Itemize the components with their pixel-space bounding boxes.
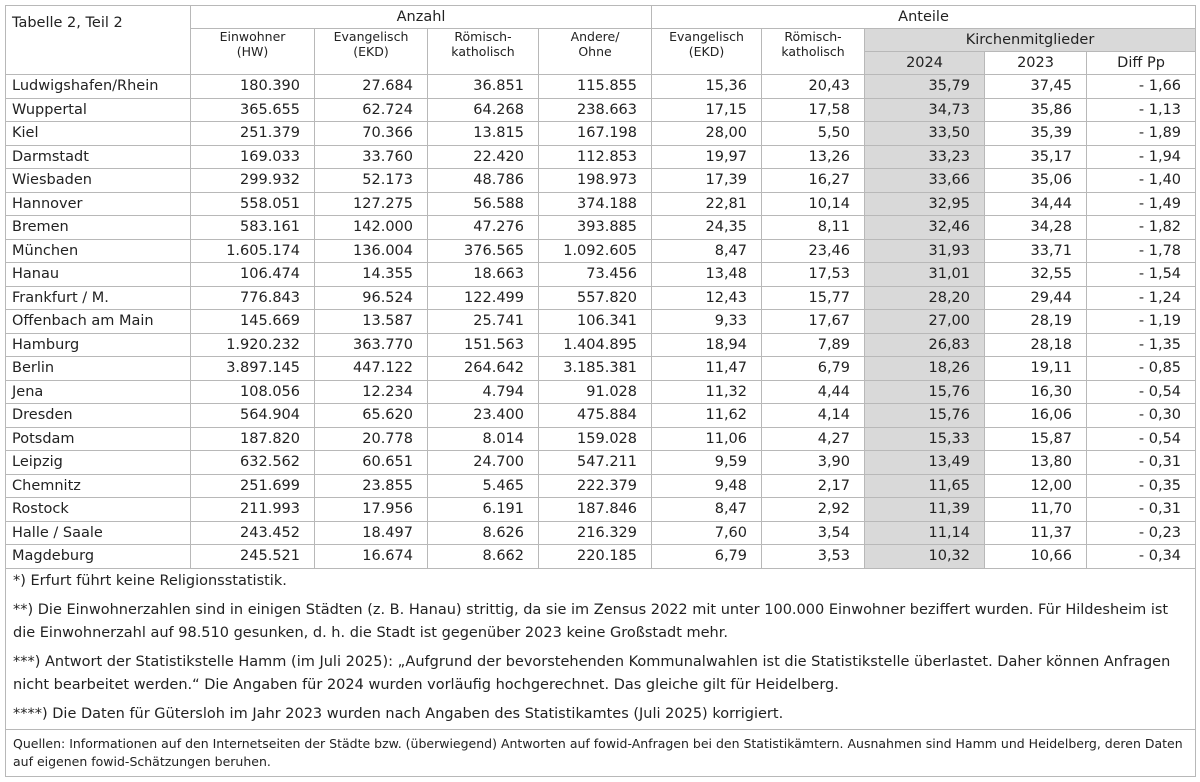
col-header-roemisch: Römisch- katholisch xyxy=(428,29,539,75)
cell-anteil-evangelisch: 11,32 xyxy=(652,380,762,404)
cell-roemisch: 8.662 xyxy=(428,545,539,569)
cell-roemisch: 22.420 xyxy=(428,145,539,169)
cell-einwohner: 3.897.145 xyxy=(191,357,315,381)
cell-city: Rostock xyxy=(6,498,191,522)
cell-anteil-roemisch: 13,26 xyxy=(762,145,865,169)
cell-einwohner: 251.379 xyxy=(191,122,315,146)
cell-kirchen-2024: 35,79 xyxy=(865,75,985,99)
cell-anteil-evangelisch: 18,94 xyxy=(652,333,762,357)
cell-anteil-evangelisch: 6,79 xyxy=(652,545,762,569)
cell-evangelisch: 23.855 xyxy=(315,474,428,498)
cell-roemisch: 13.815 xyxy=(428,122,539,146)
cell-diff: - 1,66 xyxy=(1087,75,1196,99)
cell-andere: 220.185 xyxy=(539,545,652,569)
cell-kirchen-2024: 33,66 xyxy=(865,169,985,193)
cell-anteil-evangelisch: 28,00 xyxy=(652,122,762,146)
cell-anteil-roemisch: 16,27 xyxy=(762,169,865,193)
cell-kirchen-2023: 11,37 xyxy=(985,521,1087,545)
cell-city: Magdeburg xyxy=(6,545,191,569)
cell-evangelisch: 14.355 xyxy=(315,263,428,287)
cell-kirchen-2024: 31,93 xyxy=(865,239,985,263)
cell-andere: 115.855 xyxy=(539,75,652,99)
cell-kirchen-2023: 35,17 xyxy=(985,145,1087,169)
cell-andere: 475.884 xyxy=(539,404,652,428)
cell-andere: 73.456 xyxy=(539,263,652,287)
cell-anteil-evangelisch: 8,47 xyxy=(652,498,762,522)
table-row xyxy=(6,427,1196,451)
cell-einwohner: 251.699 xyxy=(191,474,315,498)
cell-anteil-roemisch: 3,54 xyxy=(762,521,865,545)
table-row xyxy=(6,169,1196,193)
cell-roemisch: 151.563 xyxy=(428,333,539,357)
cell-anteil-roemisch: 7,89 xyxy=(762,333,865,357)
cell-anteil-evangelisch: 8,47 xyxy=(652,239,762,263)
table-row xyxy=(6,216,1196,240)
cell-anteil-roemisch: 4,27 xyxy=(762,427,865,451)
group-header-anteile: Anteile xyxy=(652,6,1196,29)
cell-anteil-evangelisch: 9,33 xyxy=(652,310,762,334)
cell-anteil-evangelisch: 7,60 xyxy=(652,521,762,545)
cell-andere: 159.028 xyxy=(539,427,652,451)
cell-einwohner: 180.390 xyxy=(191,75,315,99)
table-row xyxy=(6,404,1196,428)
cell-anteil-roemisch: 20,43 xyxy=(762,75,865,99)
cell-andere: 1.092.605 xyxy=(539,239,652,263)
cell-anteil-evangelisch: 22,81 xyxy=(652,192,762,216)
cell-city: Jena xyxy=(6,380,191,404)
cell-diff: - 0,31 xyxy=(1087,451,1196,475)
col-header-einwohner: Einwohner (HW) xyxy=(191,29,315,75)
cell-diff: - 1,24 xyxy=(1087,286,1196,310)
cell-andere: 106.341 xyxy=(539,310,652,334)
cell-diff: - 1,35 xyxy=(1087,333,1196,357)
cell-einwohner: 583.161 xyxy=(191,216,315,240)
cell-roemisch: 6.191 xyxy=(428,498,539,522)
cell-einwohner: 145.669 xyxy=(191,310,315,334)
cell-kirchen-2024: 15,76 xyxy=(865,380,985,404)
cell-roemisch: 4.794 xyxy=(428,380,539,404)
cell-einwohner: 365.655 xyxy=(191,98,315,122)
cell-city: Bremen xyxy=(6,216,191,240)
cell-kirchen-2023: 10,66 xyxy=(985,545,1087,569)
cell-kirchen-2023: 35,06 xyxy=(985,169,1087,193)
cell-city: Hannover xyxy=(6,192,191,216)
cell-kirchen-2023: 34,44 xyxy=(985,192,1087,216)
cell-andere: 187.846 xyxy=(539,498,652,522)
cell-kirchen-2023: 32,55 xyxy=(985,263,1087,287)
footnote-4: ****) Die Daten für Gütersloh im Jahr 2023 wurden nach Angaben des Statistikamtes (Juli 2025) korrigiert. xyxy=(13,705,784,722)
cell-einwohner: 776.843 xyxy=(191,286,315,310)
cell-anteil-roemisch: 6,79 xyxy=(762,357,865,381)
cell-diff: - 1,19 xyxy=(1087,310,1196,334)
cell-kirchen-2023: 11,70 xyxy=(985,498,1087,522)
cell-andere: 216.329 xyxy=(539,521,652,545)
cell-einwohner: 564.904 xyxy=(191,404,315,428)
cell-evangelisch: 12.234 xyxy=(315,380,428,404)
cell-anteil-evangelisch: 17,39 xyxy=(652,169,762,193)
cell-evangelisch: 20.778 xyxy=(315,427,428,451)
group-header-anzahl: Anzahl xyxy=(191,6,652,29)
cell-evangelisch: 65.620 xyxy=(315,404,428,428)
table-row xyxy=(6,474,1196,498)
cell-andere: 91.028 xyxy=(539,380,652,404)
cell-kirchen-2023: 16,30 xyxy=(985,380,1087,404)
table-row xyxy=(6,145,1196,169)
cell-anteil-evangelisch: 13,48 xyxy=(652,263,762,287)
cell-kirchen-2023: 37,45 xyxy=(985,75,1087,99)
cell-andere: 167.198 xyxy=(539,122,652,146)
cell-anteil-evangelisch: 9,48 xyxy=(652,474,762,498)
cell-anteil-evangelisch: 19,97 xyxy=(652,145,762,169)
cell-einwohner: 106.474 xyxy=(191,263,315,287)
cell-anteil-evangelisch: 12,43 xyxy=(652,286,762,310)
cell-city: Wiesbaden xyxy=(6,169,191,193)
table-row xyxy=(6,333,1196,357)
cell-andere: 222.379 xyxy=(539,474,652,498)
cell-diff: - 1,94 xyxy=(1087,145,1196,169)
cell-roemisch: 64.268 xyxy=(428,98,539,122)
table-row xyxy=(6,98,1196,122)
cell-einwohner: 632.562 xyxy=(191,451,315,475)
cell-diff: - 1,54 xyxy=(1087,263,1196,287)
cell-evangelisch: 52.173 xyxy=(315,169,428,193)
cell-kirchen-2024: 28,20 xyxy=(865,286,985,310)
table-title: Tabelle 2, Teil 2 xyxy=(6,6,191,75)
footnote-2: **) Die Einwohnerzahlen sind in einigen Städten (z. B. Hanau) strittig, da sie im Zensus 2022 mit unter 100.000 Einwohner beziffert wurden. Für Hildesheim ist die Einwohnerzahl auf 98.510 gesunken, d. h. die Stadt ist gegenüber 2023 keine Großstadt mehr. xyxy=(13,601,1169,641)
cell-einwohner: 245.521 xyxy=(191,545,315,569)
document xyxy=(5,5,1195,777)
cell-anteil-roemisch: 3,90 xyxy=(762,451,865,475)
footnote-3: ***) Antwort der Statistikstelle Hamm (im Juli 2025): „Aufgrund der bevorstehenden Kommunalwahlen ist die Statistikstelle überlastet. Daher können Anfragen nicht bearbeitet werden.“ Die Angaben für 2024 wurden vorläufig hochgerechnet. Das gleiche gilt für Heidelberg. xyxy=(13,653,1171,693)
cell-city: Potsdam xyxy=(6,427,191,451)
cell-anteil-evangelisch: 11,47 xyxy=(652,357,762,381)
cell-roemisch: 56.588 xyxy=(428,192,539,216)
cell-roemisch: 36.851 xyxy=(428,75,539,99)
cell-roemisch: 122.499 xyxy=(428,286,539,310)
sources: Quellen: Informationen auf den Internetseiten der Städte bzw. (überwiegend) Antworten auf fowid-Anfragen bei den Statistikämtern. Ausnahmen sind Hamm und Heidelberg, deren Daten auf eigenen fowid-Schätzungen beruhen. xyxy=(6,729,1196,776)
table-row xyxy=(6,263,1196,287)
cell-andere: 547.211 xyxy=(539,451,652,475)
cell-city: München xyxy=(6,239,191,263)
cell-kirchen-2024: 32,95 xyxy=(865,192,985,216)
cell-city: Ludwigshafen/Rhein xyxy=(6,75,191,99)
table-row xyxy=(6,286,1196,310)
cell-kirchen-2024: 27,00 xyxy=(865,310,985,334)
cell-city: Berlin xyxy=(6,357,191,381)
cell-einwohner: 243.452 xyxy=(191,521,315,545)
cell-kirchen-2024: 15,33 xyxy=(865,427,985,451)
cell-einwohner: 169.033 xyxy=(191,145,315,169)
cell-diff: - 0,31 xyxy=(1087,498,1196,522)
cell-evangelisch: 17.956 xyxy=(315,498,428,522)
cell-diff: - 0,85 xyxy=(1087,357,1196,381)
cell-evangelisch: 363.770 xyxy=(315,333,428,357)
cell-roemisch: 48.786 xyxy=(428,169,539,193)
cell-diff: - 0,30 xyxy=(1087,404,1196,428)
table-row xyxy=(6,521,1196,545)
cell-roemisch: 47.276 xyxy=(428,216,539,240)
cell-city: Wuppertal xyxy=(6,98,191,122)
cell-einwohner: 211.993 xyxy=(191,498,315,522)
cell-andere: 112.853 xyxy=(539,145,652,169)
table-row xyxy=(6,545,1196,569)
cell-anteil-evangelisch: 17,15 xyxy=(652,98,762,122)
cell-kirchen-2023: 13,80 xyxy=(985,451,1087,475)
cell-evangelisch: 16.674 xyxy=(315,545,428,569)
cell-anteil-roemisch: 17,58 xyxy=(762,98,865,122)
cell-einwohner: 299.932 xyxy=(191,169,315,193)
col-header-anteil-roemisch: Römisch- katholisch xyxy=(762,29,865,75)
cell-andere: 393.885 xyxy=(539,216,652,240)
cell-kirchen-2024: 11,65 xyxy=(865,474,985,498)
col-header-evangelisch: Evangelisch (EKD) xyxy=(315,29,428,75)
cell-city: Kiel xyxy=(6,122,191,146)
col-header-2024: 2024 xyxy=(865,52,985,75)
cell-kirchen-2023: 28,19 xyxy=(985,310,1087,334)
cell-roemisch: 5.465 xyxy=(428,474,539,498)
cell-andere: 374.188 xyxy=(539,192,652,216)
cell-anteil-evangelisch: 15,36 xyxy=(652,75,762,99)
cell-anteil-roemisch: 10,14 xyxy=(762,192,865,216)
cell-kirchen-2024: 34,73 xyxy=(865,98,985,122)
cell-evangelisch: 27.684 xyxy=(315,75,428,99)
group-header-kirchenmitglieder: Kirchenmitglieder xyxy=(865,29,1196,52)
table-row xyxy=(6,451,1196,475)
cell-diff: - 1,78 xyxy=(1087,239,1196,263)
cell-evangelisch: 18.497 xyxy=(315,521,428,545)
cell-diff: - 0,54 xyxy=(1087,427,1196,451)
cell-andere: 238.663 xyxy=(539,98,652,122)
col-header-2023: 2023 xyxy=(985,52,1087,75)
cell-roemisch: 23.400 xyxy=(428,404,539,428)
cell-city: Dresden xyxy=(6,404,191,428)
cell-diff: - 1,49 xyxy=(1087,192,1196,216)
cell-evangelisch: 13.587 xyxy=(315,310,428,334)
cell-kirchen-2023: 15,87 xyxy=(985,427,1087,451)
cell-diff: - 0,23 xyxy=(1087,521,1196,545)
cell-anteil-roemisch: 4,44 xyxy=(762,380,865,404)
cell-anteil-roemisch: 17,53 xyxy=(762,263,865,287)
cell-evangelisch: 447.122 xyxy=(315,357,428,381)
cell-kirchen-2024: 31,01 xyxy=(865,263,985,287)
cell-kirchen-2023: 19,11 xyxy=(985,357,1087,381)
cell-anteil-roemisch: 2,92 xyxy=(762,498,865,522)
cell-einwohner: 558.051 xyxy=(191,192,315,216)
cell-diff: - 1,40 xyxy=(1087,169,1196,193)
cell-evangelisch: 127.275 xyxy=(315,192,428,216)
cell-kirchen-2023: 12,00 xyxy=(985,474,1087,498)
cell-kirchen-2023: 28,18 xyxy=(985,333,1087,357)
cell-diff: - 1,89 xyxy=(1087,122,1196,146)
cell-kirchen-2024: 18,26 xyxy=(865,357,985,381)
cell-evangelisch: 96.524 xyxy=(315,286,428,310)
cell-roemisch: 376.565 xyxy=(428,239,539,263)
table-row xyxy=(6,498,1196,522)
cell-city: Leipzig xyxy=(6,451,191,475)
cell-anteil-roemisch: 4,14 xyxy=(762,404,865,428)
cell-anteil-roemisch: 2,17 xyxy=(762,474,865,498)
cell-anteil-evangelisch: 9,59 xyxy=(652,451,762,475)
cell-kirchen-2024: 26,83 xyxy=(865,333,985,357)
cell-kirchen-2024: 11,14 xyxy=(865,521,985,545)
cell-anteil-evangelisch: 11,06 xyxy=(652,427,762,451)
table-row xyxy=(6,122,1196,146)
cell-andere: 3.185.381 xyxy=(539,357,652,381)
cell-kirchen-2024: 33,50 xyxy=(865,122,985,146)
cell-anteil-roemisch: 23,46 xyxy=(762,239,865,263)
cell-evangelisch: 70.366 xyxy=(315,122,428,146)
col-header-diff: Diff Pp xyxy=(1087,52,1196,75)
cell-diff: - 0,34 xyxy=(1087,545,1196,569)
cell-einwohner: 1.605.174 xyxy=(191,239,315,263)
cell-einwohner: 187.820 xyxy=(191,427,315,451)
cell-roemisch: 18.663 xyxy=(428,263,539,287)
cell-anteil-roemisch: 5,50 xyxy=(762,122,865,146)
cell-kirchen-2023: 34,28 xyxy=(985,216,1087,240)
cell-anteil-roemisch: 8,11 xyxy=(762,216,865,240)
cell-roemisch: 8.626 xyxy=(428,521,539,545)
col-header-anteil-evangelisch: Evangelisch (EKD) xyxy=(652,29,762,75)
cell-kirchen-2023: 35,39 xyxy=(985,122,1087,146)
cell-anteil-roemisch: 3,53 xyxy=(762,545,865,569)
cell-evangelisch: 136.004 xyxy=(315,239,428,263)
cell-diff: - 1,13 xyxy=(1087,98,1196,122)
cell-city: Chemnitz xyxy=(6,474,191,498)
cell-anteil-evangelisch: 11,62 xyxy=(652,404,762,428)
cell-city: Halle / Saale xyxy=(6,521,191,545)
cell-diff: - 0,35 xyxy=(1087,474,1196,498)
data-table xyxy=(5,5,1196,777)
cell-kirchen-2024: 15,76 xyxy=(865,404,985,428)
cell-city: Frankfurt / M. xyxy=(6,286,191,310)
footnotes xyxy=(6,568,1196,729)
cell-evangelisch: 33.760 xyxy=(315,145,428,169)
cell-kirchen-2024: 11,39 xyxy=(865,498,985,522)
table-row xyxy=(6,310,1196,334)
cell-roemisch: 8.014 xyxy=(428,427,539,451)
cell-kirchen-2024: 10,32 xyxy=(865,545,985,569)
table-row xyxy=(6,192,1196,216)
cell-andere: 557.820 xyxy=(539,286,652,310)
cell-anteil-roemisch: 17,67 xyxy=(762,310,865,334)
cell-roemisch: 264.642 xyxy=(428,357,539,381)
cell-kirchen-2024: 32,46 xyxy=(865,216,985,240)
cell-andere: 1.404.895 xyxy=(539,333,652,357)
cell-city: Hamburg xyxy=(6,333,191,357)
cell-kirchen-2024: 13,49 xyxy=(865,451,985,475)
table-row xyxy=(6,357,1196,381)
cell-evangelisch: 62.724 xyxy=(315,98,428,122)
cell-city: Darmstadt xyxy=(6,145,191,169)
cell-einwohner: 1.920.232 xyxy=(191,333,315,357)
table-row xyxy=(6,380,1196,404)
footnote-1: *) Erfurt führt keine Religionsstatistik. xyxy=(13,572,287,589)
col-header-andere: Andere/ Ohne xyxy=(539,29,652,75)
table-row xyxy=(6,239,1196,263)
cell-city: Offenbach am Main xyxy=(6,310,191,334)
cell-kirchen-2023: 35,86 xyxy=(985,98,1087,122)
table-row xyxy=(6,75,1196,99)
cell-kirchen-2023: 33,71 xyxy=(985,239,1087,263)
cell-einwohner: 108.056 xyxy=(191,380,315,404)
cell-roemisch: 25.741 xyxy=(428,310,539,334)
cell-kirchen-2023: 29,44 xyxy=(985,286,1087,310)
cell-kirchen-2024: 33,23 xyxy=(865,145,985,169)
cell-anteil-evangelisch: 24,35 xyxy=(652,216,762,240)
cell-kirchen-2023: 16,06 xyxy=(985,404,1087,428)
cell-andere: 198.973 xyxy=(539,169,652,193)
cell-roemisch: 24.700 xyxy=(428,451,539,475)
cell-city: Hanau xyxy=(6,263,191,287)
cell-evangelisch: 142.000 xyxy=(315,216,428,240)
cell-evangelisch: 60.651 xyxy=(315,451,428,475)
cell-diff: - 1,82 xyxy=(1087,216,1196,240)
cell-diff: - 0,54 xyxy=(1087,380,1196,404)
cell-anteil-roemisch: 15,77 xyxy=(762,286,865,310)
